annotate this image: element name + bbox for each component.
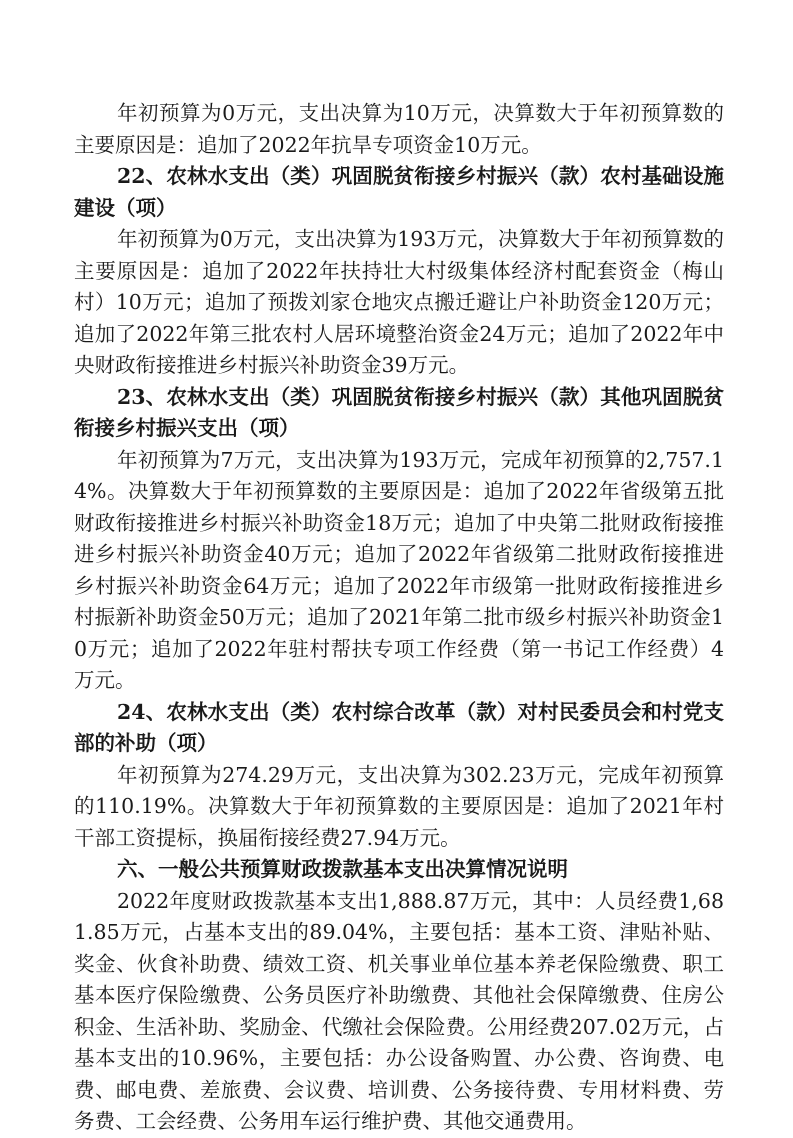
paragraph-section-6: 2022年度财政拨款基本支出1,888.87万元，其中：人员经费1,681.85万元，占基本支出的89.04%，主要包括：基本工资、津贴补贴、奖金、伙食补助费、绩效工资、机关事业单位基本养老保险缴费、职工基本医疗保险缴费、公务员医疗补助缴费、其他社会保障缴费、住房公积金、生活补助、奖励金、代缴社会保险费。公用经费207.02万元，占基本支出的10.96%，主要包括：办公设备购置、办公费、咨询费、电费、邮电费、差旅费、会议费、培训费、公务接待费、专用材料费、劳务费、工会经费、公务用车运行维护费、其他交通费用。: [74, 888, 724, 1133]
paragraph-irrigation-fund: 年初预算为0万元，支出决算为10万元，决算数大于年初预算数的主要原因是：追加了2022年抗旱专项资金10万元。: [74, 101, 724, 157]
paragraph-item-23: 年初预算为7万元，支出决算为193万元，完成年初预算的2,757.14%。决算数大于年初预算数的主要原因是：追加了2022年省级第五批财政衔接推进乡村振兴补助资金18万元；追加了中央第二批财政衔接推进乡村振兴补助资金40万元；追加了2022年省级第二批财政衔接推进乡村振兴补助资金64万元；追加了2022年市级第一批财政衔接推进乡村振新补助资金50万元；追加了2021年第二批市级乡村振兴补助资金10万元；追加了2022年驻村帮扶专项工作经费（第一书记工作经费）4万元。: [74, 447, 724, 692]
heading-section-6: 六、一般公共预算财政拨款基本支出决算情况说明: [117, 857, 568, 881]
heading-item-24: 24、农林水支出（类）农村综合改革（款）对村民委员会和村党支部的补助（项）: [74, 699, 724, 755]
heading-item-22: 22、农林水支出（类）巩固脱贫衔接乡村振兴（款）农村基础设施建设（项）: [74, 164, 724, 220]
document-page: [74, 98, 724, 1138]
paragraph-item-22: 年初预算为0万元，支出决算为193万元，决算数大于年初预算数的主要原因是：追加了2022年扶持壮大村级集体经济村配套资金（梅山村）10万元；追加了预拨刘家仓地灾点搬迁避让户补助资金120万元；追加了2022年第三批农村人居环境整治资金24万元；追加了2022年中央财政衔接推进乡村振兴补助资金39万元。: [74, 227, 724, 377]
heading-item-23: 23、农林水支出（类）巩固脱贫衔接乡村振兴（款）其他巩固脱贫衔接乡村振兴支出（项）: [74, 384, 724, 440]
paragraph-item-24: 年初预算为274.29万元，支出决算为302.23万元，完成年初预算的110.19%。决算数大于年初预算数的主要原因是：追加了2021年村干部工资提标，换届衔接经费27.94万元。: [74, 762, 724, 850]
